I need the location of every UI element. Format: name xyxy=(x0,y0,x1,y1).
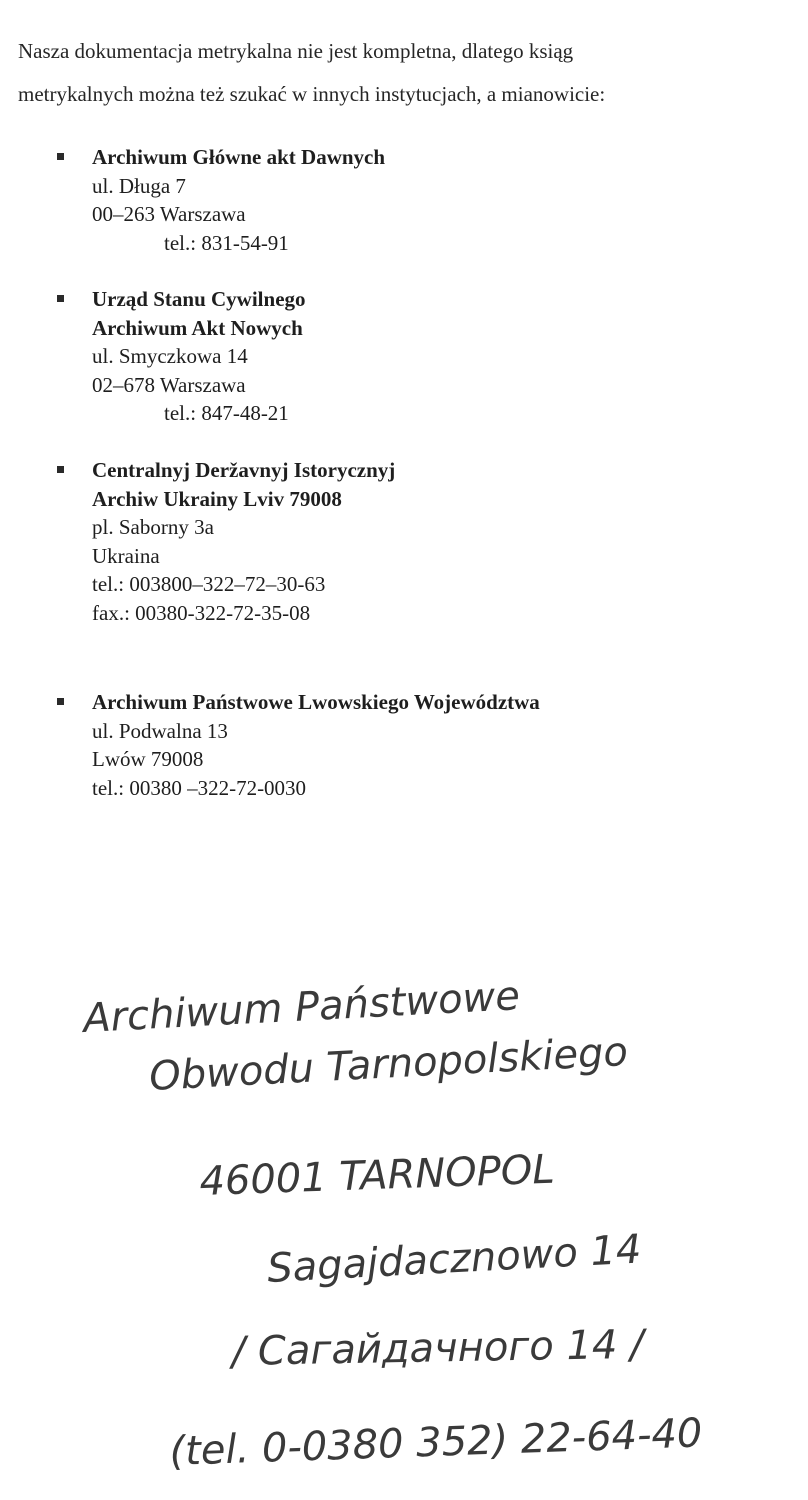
archive-entry-3 xyxy=(92,456,395,627)
entry-address: 02–678 Warszawa xyxy=(92,372,246,397)
bullet-icon xyxy=(57,466,64,473)
handwritten-line: Archiwum Państwowe xyxy=(82,973,521,1042)
handwritten-line: / Сагайдачного 14 / xyxy=(231,1321,644,1375)
entry-address: ul. Podwalna 13 xyxy=(92,718,228,743)
intro-line-2: metrykalnych można też szukać w innych instytucjach, a mianowicie: xyxy=(18,82,606,106)
bullet-icon xyxy=(57,153,64,160)
entry-address: 00–263 Warszawa xyxy=(92,202,246,226)
entry-name: Centralnyj Deržavnyj Istorycznyj xyxy=(92,458,396,482)
entry-address: ul. Smyczkowa 14 xyxy=(92,344,248,368)
entry-phone: tel.: 00380 –322-72-0030 xyxy=(92,775,307,800)
entry-address: ul. Długa 7 xyxy=(92,173,186,198)
entry-phone: tel.: 003800–322–72–30-63 xyxy=(92,572,326,596)
entry-name: Urząd Stanu Cywilnego xyxy=(92,287,306,311)
intro-paragraph xyxy=(18,30,798,116)
entry-address: Ukraina xyxy=(92,543,160,568)
bullet-icon xyxy=(57,698,64,705)
archive-entry-4 xyxy=(92,688,540,802)
handwritten-line: (tel. 0-0380 352) 22-64-40 xyxy=(168,1410,704,1475)
handwritten-line: 46001 TARNOPOL xyxy=(198,1146,556,1205)
handwritten-line: Sagajdacznowo 14 xyxy=(266,1226,643,1292)
entry-address: Lwów 79008 xyxy=(92,747,204,771)
archive-entry-1 xyxy=(92,143,385,257)
entry-name: Archiwum Państwowe Lwowskiego Województwa xyxy=(92,690,540,714)
handwritten-line: Obwodu Tarnopolskiego xyxy=(148,1028,629,1100)
entry-name: Archiw Ukrainy Lviv 79008 xyxy=(92,486,342,511)
entry-name: Archiwum Akt Nowych xyxy=(92,315,303,340)
entry-phone: tel.: 847-48-21 xyxy=(164,401,289,425)
handwritten-note xyxy=(0,960,808,1500)
entry-address: pl. Saborny 3a xyxy=(92,515,214,539)
intro-line-1: Nasza dokumentacja metrykalna nie jest kompletna, dlatego ksiąg xyxy=(18,39,574,63)
entry-name: Archiwum Główne akt Dawnych xyxy=(92,145,386,169)
entry-fax: fax.: 00380-322-72-35-08 xyxy=(92,600,311,625)
archive-entry-2 xyxy=(92,285,306,428)
bullet-icon xyxy=(57,295,64,302)
entry-phone: tel.: 831-54-91 xyxy=(164,230,289,255)
